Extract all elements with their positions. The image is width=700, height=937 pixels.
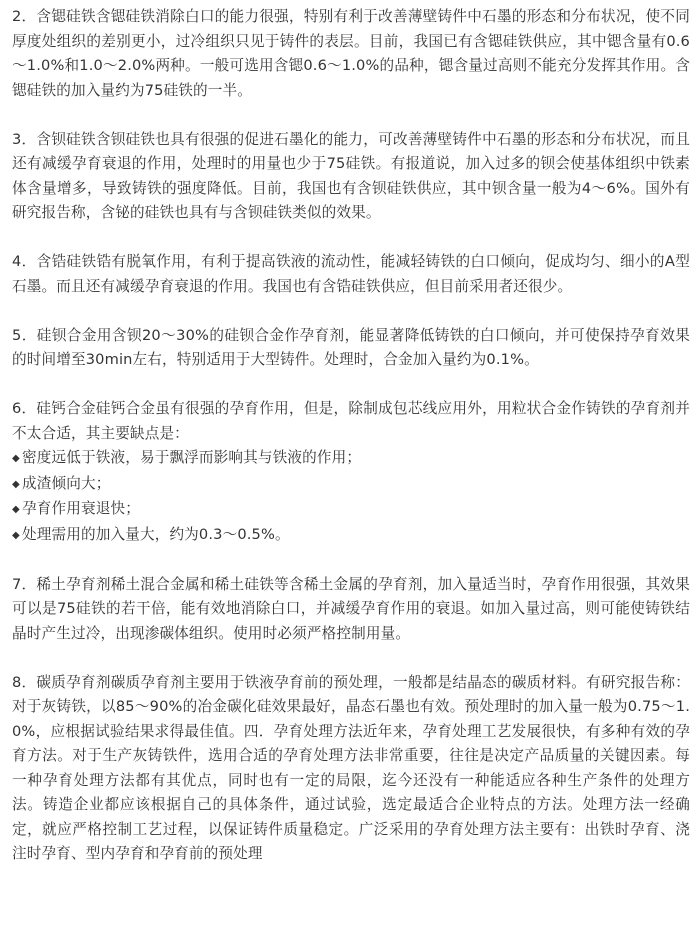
list-item-text: 孕育作用衰退快； [22,500,140,517]
list-item-text: 密度远低于铁液，易于飘浮而影响其与铁液的作用； [22,449,362,466]
article-body [12,5,690,867]
list-item [12,472,690,498]
list-item-text: 成渣倾向大； [22,474,111,492]
list-item [12,523,690,549]
paragraph-zirconium-ferrosilicon: 4．含锆硅铁锆有脱氧作用，有利于提高铁液的流动性，能减轻铸铁的白口倾向，促成均匀、细小的A型石墨。而且还有减缓孕育衰退的作用。我国也有含锆硅铁供应，但目前采用者还很少。 [12,253,690,295]
diamond-bullet-icon: ◆ [12,478,20,490]
list-item-text: 处理需用的加入量大，约为0.3～0.5%。 [22,525,290,543]
paragraph-barium-ferrosilicon: 3．含钡硅铁含钡硅铁也具有很强的促进石墨化的能力，可改善薄壁铸件中石墨的形态和分布状况，而且还有减缓孕育衰退的作用，处理时的用量也少于75硅铁。有报道说，加入过多的钡会使基体组织中铁素体含量增多，导致铸铁的强度降低。目前，我国也有含钡硅铁供应，其中钡含量一般为4～6%。国外有研究报告称，含铋的硅铁也具有与含钡硅铁类似的效果。 [12,130,690,221]
paragraph-strontium-ferrosilicon: 2．含锶硅铁含锶硅铁消除白口的能力很强，特别有利于改善薄壁铸件中石墨的形态和分布状况，使不同厚度处组织的差别更小，过冷组织只见于铸件的表层。目前，我国已有含锶硅铁供应，其中锶含量有0.6～1.0%和1.0～2.0%两种。一般可选用含锶0.6～1.0%的品种，锶含量过高则不能充分发挥其作用。含锶硅铁的加入量约为75硅铁的一半。 [12,8,690,99]
paragraph-rare-earth-inoculant: 7．稀土孕育剂稀土混合金属和稀土硅铁等含稀土金属的孕育剂，加入量适当时，孕育作用很强，其效果可以是75硅铁的若干倍，能有效地消除白口，并减缓孕育作用的衰退。如加入量过高，则可能使铸铁结晶时产生过冷，出现渗碳体组织。使用时必须严格控制用量。 [12,575,690,642]
list-item [12,446,690,472]
paragraph-silicon-barium-alloy: 5．硅钡合金用含钡20～30%的硅钡合金作孕育剂，能显著降低铸铁的白口倾向，并可使保持孕育效果的时间增至30min左右，特别适用于大型铸件。处理时，合金加入量约为0.1%。 [12,326,690,368]
list-item [12,497,690,523]
diamond-bullet-icon: ◆ [12,453,20,464]
diamond-bullet-icon: ◆ [12,529,20,541]
paragraph-carbon-inoculant: 8．碳质孕育剂碳质孕育剂主要用于铁液孕育前的预处理，一般都是结晶态的碳质材料。有研究报告称：对于灰铸铁，以85～90%的冶金碳化硅效果最好，晶态石墨也有效。预处理时的加入量一般为0.75～1.0%，应根据试验结果求得最佳值。四．孕育处理方法近年来，孕育处理工艺发展很快，有多种有效的孕育方法。对于生产灰铸铁件，选用合适的孕育处理方法非常重要，往往是决定产品质量的关键因素。每一种孕育处理方法都有其优点，同时也有一定的局限，迄今还没有一种能适应各种生产条件的处理方法。铸造企业都应该根据自己的具体条件，通过试验，选定最适合企业特点的方法。处理方法一经确定，就应严格控制工艺过程，以保证铸件质量稳定。广泛采用的孕育处理方法主要有：出铁时孕育、浇注时孕育、型内孕育和孕育前的预处理 [12,673,690,862]
paragraph-intro: 6．硅钙合金硅钙合金虽有很强的孕育作用，但是，除制成包芯线应用外，用粒状合金作铸铁的孕育剂并不太合适，其主要缺点是： [12,400,690,442]
paragraph-silicon-calcium-alloy [12,397,690,548]
diamond-bullet-icon: ◆ [12,504,20,515]
